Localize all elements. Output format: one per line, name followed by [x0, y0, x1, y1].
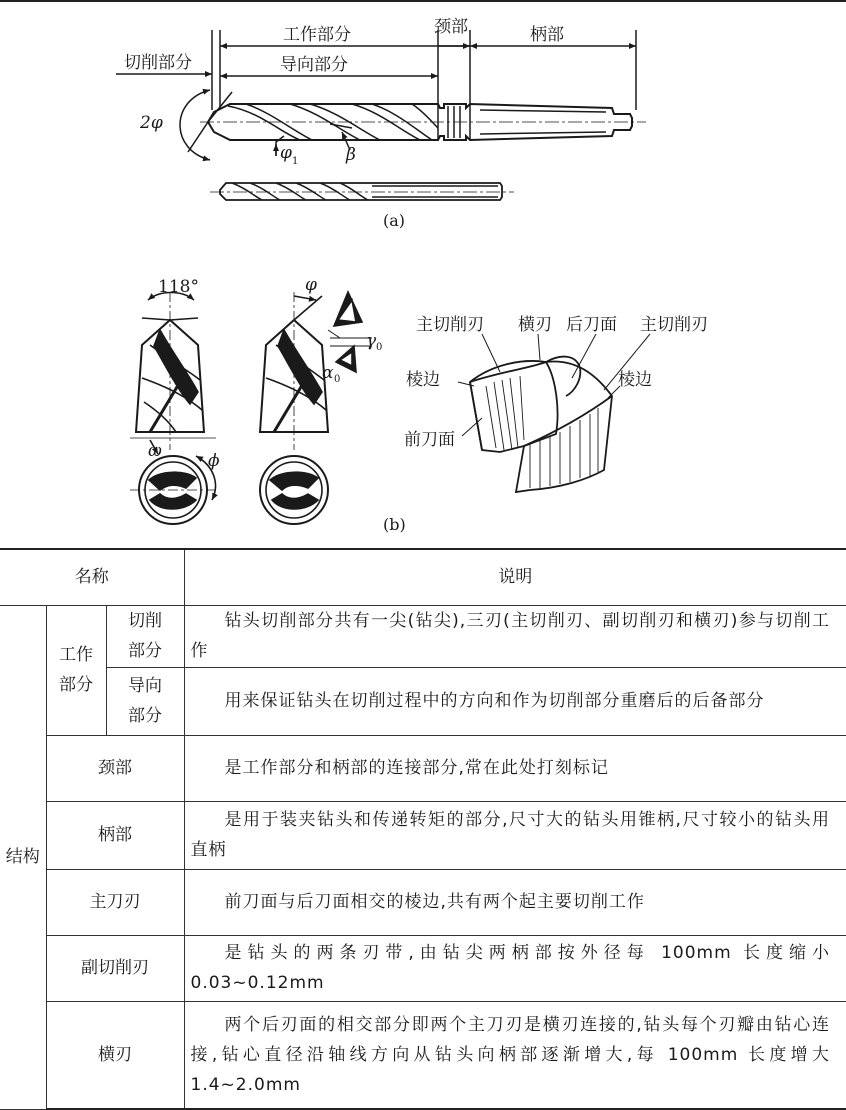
table-row [0, 735, 846, 801]
table-row [0, 1001, 846, 1109]
label-main-edge-left: 主切削刃 [416, 315, 484, 335]
label-118: 118° [158, 277, 199, 297]
label-alpha0-sub: 0 [334, 374, 341, 385]
row-name: 切削部分 [127, 611, 162, 661]
taper-shank-drill-diagram [116, 30, 646, 200]
row-name-cell: 副切削刃 [46, 935, 184, 1001]
header-name: 名称 [0, 549, 184, 605]
label-neck: 颈部 [434, 17, 468, 37]
row-desc: 是钻头的两条刃带,由钻尖两柄部按外径每 100mm 长度缩小 0.03~0.12mm [190, 943, 830, 993]
caption-a: (a) [383, 211, 406, 230]
row-name-cell: 主刀刃 [46, 869, 184, 935]
label-phi: φ [305, 275, 317, 295]
label-shank: 柄部 [530, 25, 564, 45]
diagram-a-labels [124, 17, 564, 230]
label-phi1: φ [280, 143, 292, 163]
row-desc: 两个后刃面的相交部分即两个主刀刃是横刃连接的,钻头每个刃瓣由钻心连接,钻心直径沿轴线方向从钻头向柄部逐渐增大,每 100mm 长度增大 1.4~2.0mm [190, 1014, 830, 1095]
label-guiding: 导向部分 [280, 55, 348, 75]
row-name-cell: 颈部 [46, 735, 184, 801]
row-desc-cell [184, 1001, 846, 1109]
drill-point-perspective [458, 334, 650, 492]
row-name-cell: 横刃 [46, 1001, 184, 1109]
table-row [0, 801, 846, 869]
table-header-row [0, 549, 846, 605]
table-row [0, 667, 846, 735]
label-gamma0-sub: 0 [376, 342, 383, 353]
label-main-edge-right: 主切削刃 [640, 315, 708, 335]
label-working: 工作部分 [283, 25, 351, 45]
row-name-cell [106, 605, 184, 667]
row-desc-cell [184, 935, 846, 1001]
caption-b: (b) [383, 515, 406, 534]
label-phi1-sub: 1 [292, 156, 299, 167]
group-cell [0, 605, 46, 1109]
row-desc-cell [184, 667, 846, 735]
row-desc-cell [184, 869, 846, 935]
table-row [0, 935, 846, 1001]
drill-structure-table [0, 548, 846, 1110]
label-alpha0: α [322, 363, 334, 383]
drill-point-diagrams [130, 292, 372, 524]
row-name-cell [106, 667, 184, 735]
row-desc: 前刀面与后刀面相交的棱边,共有两个起主要切削工作 [224, 892, 645, 912]
label-phi2: ϕ [208, 451, 220, 471]
row-desc: 用来保证钻头在切削过程中的方向和作为切削部分重磨后的后备部分 [224, 691, 765, 711]
working-part-label: 工作部分 [58, 645, 93, 695]
label-omega: ω [148, 441, 162, 461]
working-part-cell [46, 605, 106, 735]
row-desc: 钻头切削部分共有一尖(钻尖),三刃(主切削刃、副切削刃和横刃)参与切削工作 [190, 611, 830, 661]
drill-figure [0, 0, 846, 548]
row-name: 导向部分 [127, 676, 162, 726]
label-margin-right: 棱边 [618, 370, 652, 390]
group-label: 结构 [5, 847, 40, 867]
table-row [0, 605, 846, 667]
label-margin-left: 棱边 [406, 370, 440, 390]
label-flank: 后刀面 [566, 315, 617, 335]
label-two-phi: 2φ [140, 113, 163, 133]
label-rake: 前刀面 [404, 430, 455, 450]
row-name-cell: 柄部 [46, 801, 184, 869]
label-gamma0: γ [366, 331, 377, 351]
label-cutting: 切削部分 [124, 53, 192, 73]
row-desc-cell [184, 605, 846, 667]
row-desc-cell [184, 801, 846, 869]
label-beta: β [346, 145, 356, 165]
table-row [0, 869, 846, 935]
row-desc: 是用于装夹钻头和传递转矩的部分,尺寸大的钻头用锥柄,尺寸较小的钻头用直柄 [190, 810, 830, 860]
row-desc-cell [184, 735, 846, 801]
label-chisel: 横刃 [518, 315, 552, 335]
row-desc: 是工作部分和柄部的连接部分,常在此处打刻标记 [224, 758, 609, 778]
header-desc: 说明 [184, 549, 846, 605]
